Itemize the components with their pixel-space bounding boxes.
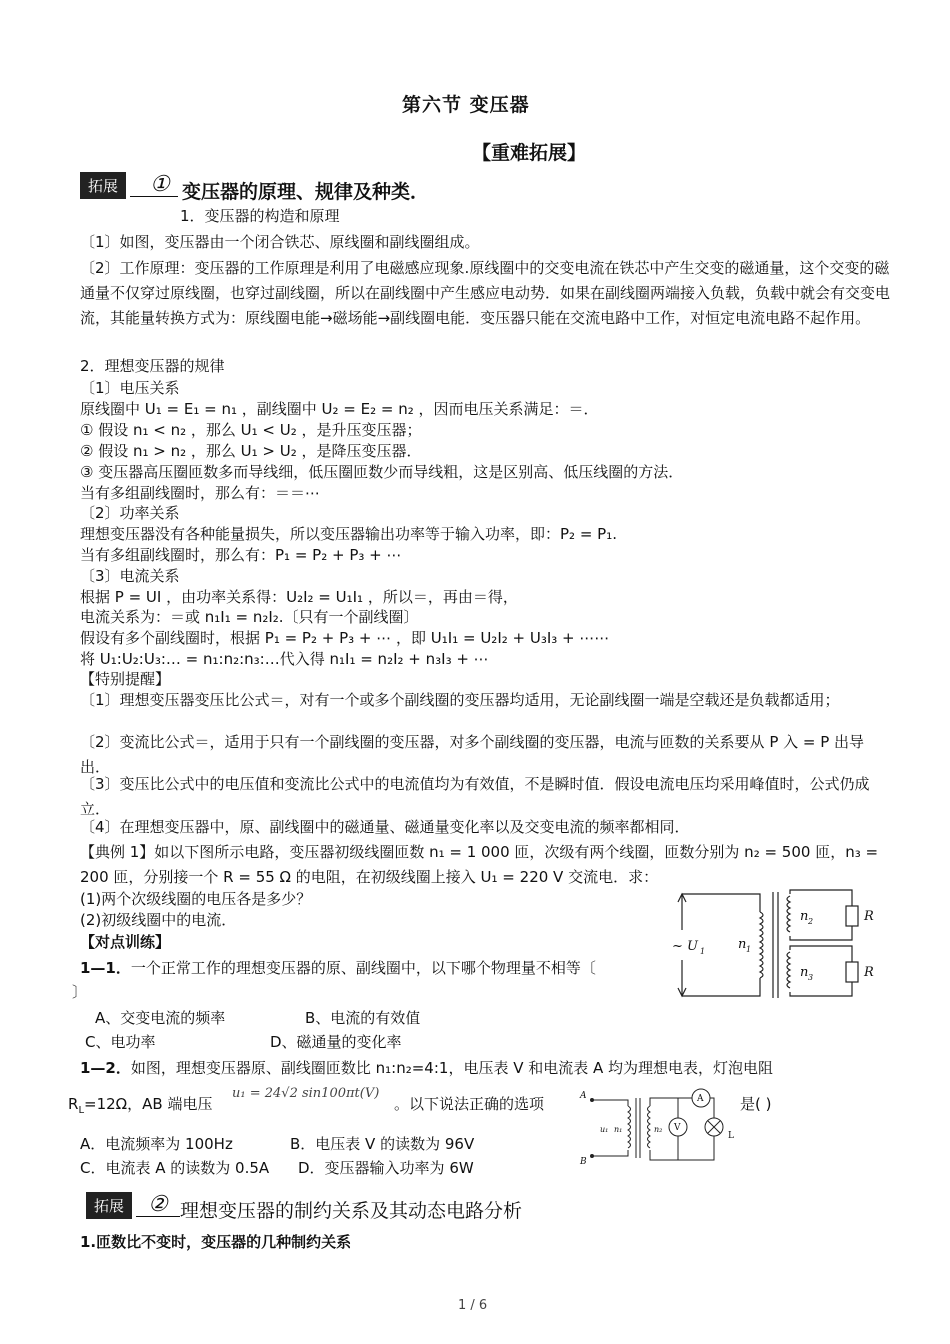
text-line: ① 假设 n₁ < n₂ ，那么 U₁ < U₂ ，是升压变压器； <box>80 421 422 439</box>
section-number: ① <box>150 172 170 197</box>
fig2-n1-label: n₁ <box>614 1125 623 1134</box>
fig1-n2-subscript: 2 <box>808 917 814 926</box>
question-text: 。以下说法正确的选项 <box>394 1095 545 1113</box>
text-line: 【对点训练】 <box>80 933 171 951</box>
section-heading: 变压器的原理、规律及种类． <box>182 181 430 203</box>
question-text: 一个正常工作的理想变压器的原、副线圈中，以下哪个物理量不相等〔 <box>130 959 596 977</box>
transformer-circuit-diagram <box>670 888 890 1003</box>
text-line: 〔1〕电压关系 <box>80 379 180 397</box>
text-line: 当有多组副线圈时，那么有：P₁ = P₂ + P₃ + ⋯ <box>80 546 402 564</box>
option-a: A．电流频率为 100Hz <box>80 1135 233 1153</box>
option-d: D．变压器输入功率为 6W <box>298 1159 474 1177</box>
fig1-n2-label: n <box>800 909 809 924</box>
text-line: ③ 变压器高压圈匝数多而导线细，低压圈匝数少而导线粗，这是区别高、低压线圈的方法． <box>80 463 684 481</box>
question-line <box>80 958 596 978</box>
extension-label: 拓展 <box>86 1192 132 1219</box>
text-line: 【特别提醒】 <box>80 670 171 688</box>
question-text: 如图，理想变压器原、副线圈匝数比 n₁:n₂=4:1，电压表 V 和电流表 A 均为理想电表，灯泡电阻 <box>130 1059 774 1077</box>
text-line: 〔4〕在理想变压器中，原、副线圈中的磁通量、磁通量变化率以及交变电流的频率都相同． <box>80 818 690 836</box>
text-line: 根据 P = UI ，由功率关系得：U₂I₂ = U₁I₁ ，所以＝，再由＝得， <box>80 588 518 606</box>
text-line: (2)初级线圈中的电流． <box>80 911 237 929</box>
resistor-subscript: L <box>78 1105 85 1116</box>
extension-label: 拓展 <box>80 172 126 199</box>
question-number: 1—2． <box>80 1059 131 1077</box>
resistor-symbol: R <box>68 1095 79 1113</box>
paragraph: 【典例 1】如以下图所示电路，变压器初级线圈匝数 n₁ = 1 000 匝，次级有两个线圈，匝数分别为 n₂ = 500 匝，n₃ = 200 匝，分别接一个 R = 55 Ω 的电阻，在初级线圈上接入 U₁ = 220 V 交流电．求： <box>80 843 879 886</box>
option-c: C、电功率 <box>85 1033 156 1051</box>
text-line: 原线圈中 U₁ = E₁ = n₁ ，副线圈中 U₂ = E₂ = n₂ ，因而电压关系满足：＝． <box>80 400 599 418</box>
option-d: D、磁通量的变化率 <box>270 1033 402 1051</box>
text-line: ② 假设 n₁ > n₂ ，那么 U₁ > U₂ ，是降压变压器． <box>80 442 422 460</box>
fig2-u1-label: u₁ <box>600 1125 609 1134</box>
paragraph: 〔1〕理想变压器变压比公式＝，对有一个或多个副线圈的变压器均适用，无论副线圈一端是空载还是负载都适用； <box>80 691 840 709</box>
paragraph: 〔3〕变压比公式中的电压值和变流比公式中的电流值均为有效值，不是瞬时值．假设电流电压均采用峰值时，公式仍成立． <box>80 775 870 818</box>
text-line: 当有多组副线圈时，那么有：＝＝⋯ <box>80 484 321 502</box>
text-line: 2．理想变压器的规律 <box>80 357 225 375</box>
paragraph: 〔2〕变流比公式＝，适用于只有一个副线圈的变压器，对多个副线圈的变压器，电流与匝数的关系要从 P 入 = P 出导出． <box>80 733 865 776</box>
question-text: 是( ) <box>740 1095 772 1113</box>
fig1-r-label: R <box>864 965 874 980</box>
fig2-lamp-label: L <box>728 1131 734 1141</box>
text-line: 将 U₁:U₂:U₃:… = n₁:n₂:n₃:…代入得 n₁I₁ = n₂I₂ + n₃I₃ + ⋯ <box>80 650 489 668</box>
text-line: (1)两个次级线圈的电压各是多少？ <box>80 890 312 908</box>
option-c: C．电流表 A 的读数为 0.5A <box>80 1159 270 1177</box>
fig1-n3-subscript: 3 <box>808 973 814 982</box>
option-b: B．电压表 V 的读数为 96V <box>290 1135 475 1153</box>
question-text: =12Ω，AB 端电压 <box>84 1095 213 1113</box>
question-line <box>80 1058 773 1078</box>
fig2-terminal-b: B <box>580 1157 587 1166</box>
fig1-r-label: R <box>864 909 874 924</box>
text-line: 1.匝数比不变时，变压器的几种制约关系 <box>80 1233 352 1251</box>
page-number: 1 / 6 <box>458 1298 488 1313</box>
text-line: 〔2〕功率关系 <box>80 504 180 522</box>
fig1-n1-label: n <box>738 937 747 952</box>
fig2-voltmeter-label: V <box>674 1123 681 1133</box>
text-line: 〔1〕如图，变压器由一个闭合铁芯、原线圈和副线圈组成。 <box>80 233 480 251</box>
option-b: B、电流的有效值 <box>305 1009 421 1027</box>
text-line: 〕 <box>72 983 88 1001</box>
fig1-n3-label: n <box>800 965 809 980</box>
text-line: 假设有多个副线圈时，根据 P₁ = P₂ + P₃ + ⋯ ，即 U₁I₁ = U₂I₂ + U₃I₃ + ⋯⋯ <box>80 629 610 647</box>
section-subtitle: 【重难拓展】 <box>472 142 587 164</box>
question-number: 1—1． <box>80 959 131 977</box>
text-line: 电流关系为：＝或 n₁I₁ = n₂I₂.〔只有一个副线圈〕 <box>80 608 419 626</box>
section-number: ② <box>148 1192 168 1217</box>
fig1-voltage-label: ~ U <box>672 939 698 954</box>
text-line: 1．变压器的构造和原理 <box>180 207 340 225</box>
section-heading: 理想变压器的制约关系及其动态电路分析 <box>180 1200 523 1222</box>
text-line: 理想变压器没有各种能量损失，所以变压器输出功率等于输入功率，即：P₂ = P₁. <box>80 525 617 543</box>
option-a: A、交变电流的频率 <box>95 1009 226 1027</box>
text-line: 〔3〕电流关系 <box>80 567 180 585</box>
voltage-formula: u₁ = 24√2 sin100πt(V) <box>232 1086 380 1101</box>
fig2-n2-label: n₂ <box>654 1125 663 1134</box>
paragraph: 〔2〕工作原理：变压器的工作原理是利用了电磁感应现象.原线圈中的交变电流在铁芯中产生交变的磁通量，这个交变的磁通量不仅穿过原线圈，也穿过副线圈，所以在副线圈中产生感应电动势．如果在副线圈两端接入负载，负载中就会有交变电流，其能量转换方式为：原线圈电能→磁场能→副线圈电能．变压器只能在交流电路中工作，对恒定电流电路不起作用。 <box>80 259 891 327</box>
fig2-terminal-a: A <box>580 1091 587 1101</box>
fig2-ammeter-label: A <box>697 1094 704 1104</box>
question-line <box>68 1094 212 1121</box>
transformer-meter-diagram <box>578 1088 748 1166</box>
page-title: 第六节 变压器 <box>402 94 530 116</box>
fig1-voltage-subscript: 1 <box>700 947 706 956</box>
fig1-n1-subscript: 1 <box>746 945 752 954</box>
